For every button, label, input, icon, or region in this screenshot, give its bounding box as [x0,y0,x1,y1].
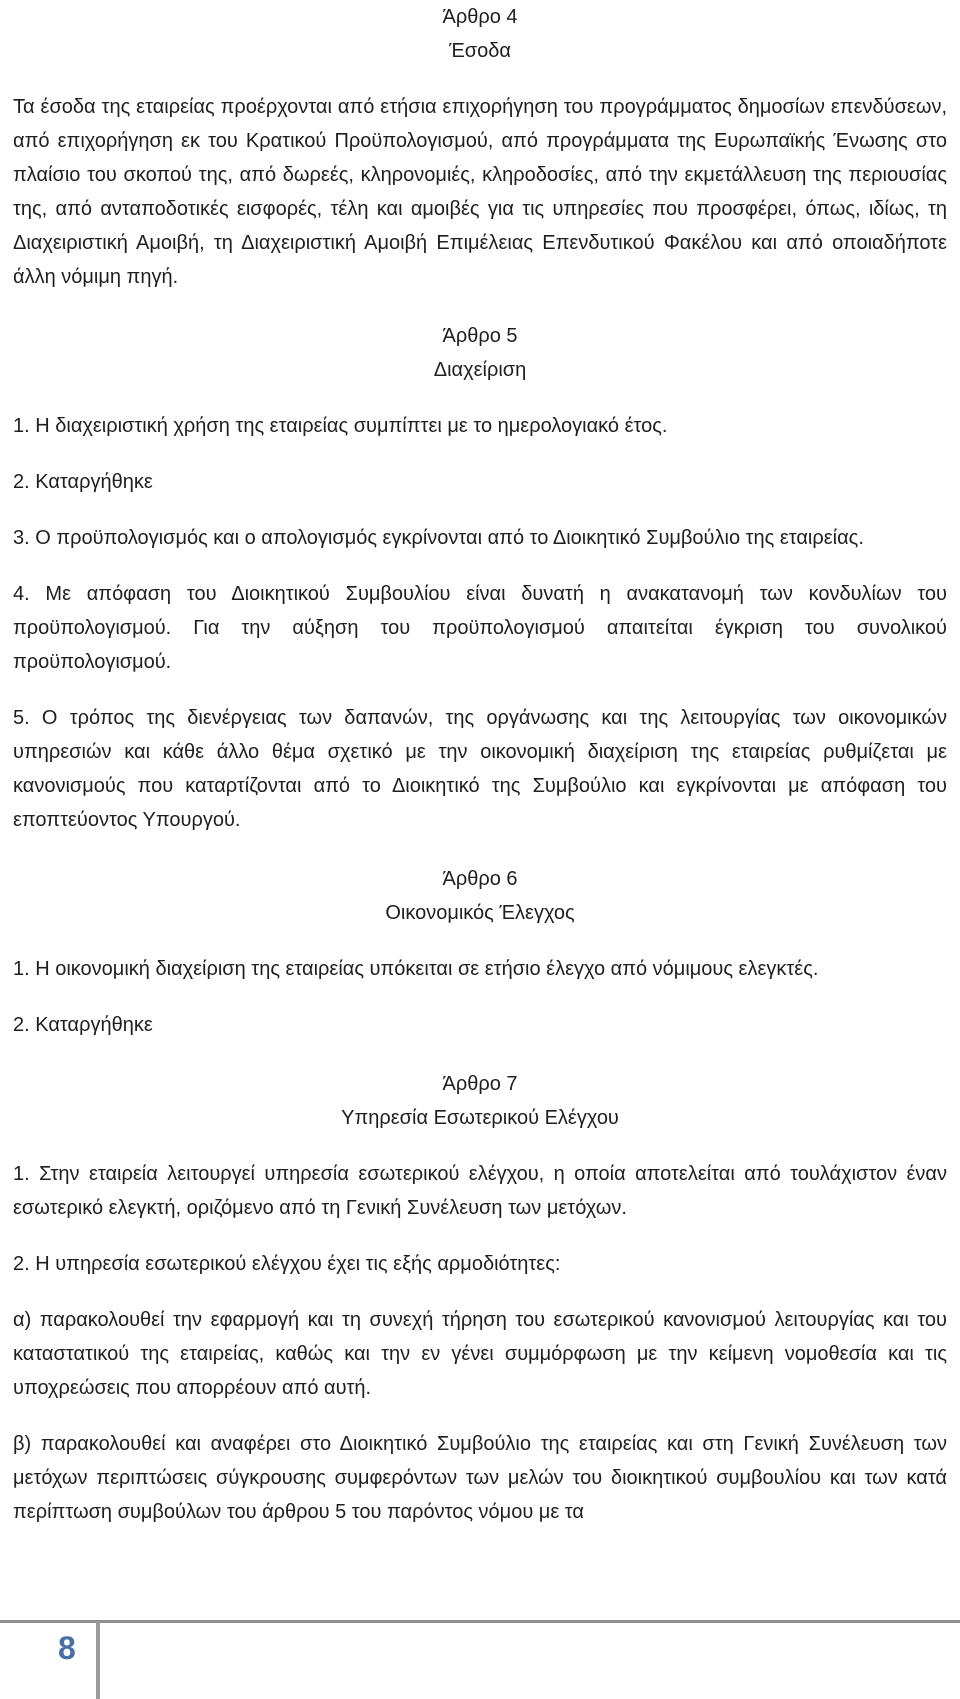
article-number: Άρθρο 7 [442,1073,518,1095]
article-title: Οικονομικός Έλεγχος [385,902,575,924]
paragraph: 5. Ο τρόπος της διενέργειας των δαπανών, της οργάνωσης και της λειτουργίας των οικονομικών υπηρεσιών και κάθε άλλο θέμα σχετικό με την οικονομική διαχείριση της εταιρείας ρυθμίζεται με κανονισμούς που καταρτίζονται από το Διοικητικό της Συμβούλιο και εγκρίνονται με απόφαση του εποπτεύοντος Υπουργού. [13,707,947,831]
article-4 [13,0,947,294]
paragraph: α) παρακολουθεί την εφαρμογή και τη συνεχή τήρηση του εσωτερικού κανονισμού λειτουργίας και του καταστατικού της εταιρείας, καθώς και την εν γένει συμμόρφωση με την κείμενη νομοθεσία και τις υποχρεώσεις που απορρέουν από αυτή. [13,1309,947,1399]
paragraph: Τα έσοδα της εταιρείας προέρχονται από ετήσια επιχορήγηση του προγράμματος δημοσίων επενδύσεων, από επιχορήγηση εκ του Κρατικού Προϋπολογισμού, από προγράμματα της Ευρωπαϊκής Ένωσης στο πλαίσιο του σκοπού της, από δωρεές, κληρονομιές, κληροδοσίες, από την εκμετάλλευση της περιουσίας της, από ανταποδοτικές εισφορές, τέλη και αμοιβές για τις υπηρεσίες που προσφέρει, όπως, ιδίως, τη Διαχειριστική Αμοιβή, τη Διαχειριστική Αμοιβή Επιμέλειας Επενδυτικού Φακέλου και από οποιαδήποτε άλλη νόμιμη πηγή. [13,96,947,288]
paragraph: 2. Η υπηρεσία εσωτερικού ελέγχου έχει τις εξής αρμοδιότητες: [13,1253,561,1275]
footer-divider [0,1620,960,1623]
paragraph: 2. Καταργήθηκε [13,1014,153,1036]
article-number: Άρθρο 4 [442,6,518,28]
article-7 [13,1067,947,1529]
paragraph: 2. Καταργήθηκε [13,471,153,493]
article-5 [13,319,947,837]
page-number: 8 [58,1630,76,1666]
article-title: Διαχείριση [433,359,527,381]
paragraph: 1. Η διαχειριστική χρήση της εταιρείας συμπίπτει με το ημερολογιακό έτος. [13,415,668,437]
article-title: Υπηρεσία Εσωτερικού Ελέγχου [341,1107,619,1129]
article-title: Έσοδα [449,40,511,62]
paragraph: 3. Ο προϋπολογισμός και ο απολογισμός εγκρίνονται από το Διοικητικό Συμβούλιο της εταιρείας. [13,527,864,549]
article-number: Άρθρο 6 [442,868,518,890]
paragraph: 1. Η οικονομική διαχείριση της εταιρείας υπόκειται σε ετήσιο έλεγχο από νόμιμους ελεγκτές. [13,958,819,980]
document-page [13,0,947,1529]
article-6 [13,862,947,1042]
paragraph: 4. Με απόφαση του Διοικητικού Συμβουλίου είναι δυνατή η ανακατανομή των κονδυλίων του προϋπολογισμού. Για την αύξηση του προϋπολογισμού απαιτείται έγκριση του συνολικού προϋπολογισμού. [13,583,947,673]
article-number: Άρθρο 5 [442,325,518,347]
paragraph: 1. Στην εταιρεία λειτουργεί υπηρεσία εσωτερικού ελέγχου, η οποία αποτελείται από τουλάχιστον έναν εσωτερικό ελεγκτή, οριζόμενο από τη Γενική Συνέλευση των μετόχων. [13,1163,947,1219]
paragraph: β) παρακολουθεί και αναφέρει στο Διοικητικό Συμβούλιο της εταιρείας και στη Γενική Συνέλευση των μετόχων περιπτώσεις σύγκρουσης συμφερόντων των μελών του διοικητικού συμβουλίου και των κατά περίπτωση συμβούλων του άρθρου 5 του παρόντος νόμου με τα [13,1433,947,1523]
